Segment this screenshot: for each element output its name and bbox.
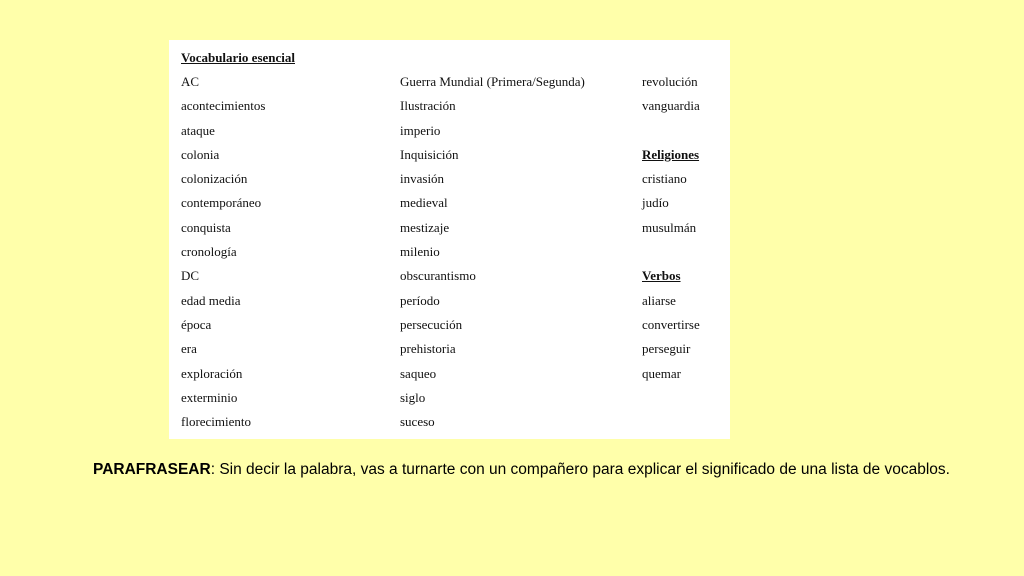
vocabulary-word: milenio (400, 244, 440, 260)
vocabulary-word: ataque (181, 122, 215, 138)
vocabulary-word: aliarse (642, 292, 676, 308)
vocabulary-word: persecución (400, 316, 463, 332)
instruction-text (93, 458, 983, 481)
vocabulary-word: AC (181, 74, 200, 89)
vocabulary-word: exploración (181, 365, 243, 381)
instruction-keyword: PARAFRASEAR (93, 461, 211, 478)
vocabulary-word: DC (181, 268, 200, 284)
vocabulary-word: quemar (642, 365, 681, 381)
vocabulary-word: conquista (181, 219, 231, 235)
vocabulary-word: acontecimientos (181, 98, 266, 114)
vocabulary-image (169, 40, 730, 439)
vocabulary-word: colonización (181, 171, 248, 187)
vocabulary-word: siglo (400, 389, 426, 405)
vocabulary-word: contemporáneo (181, 195, 262, 211)
vocabulary-word: invasión (400, 171, 445, 187)
vocabulary-word: era (181, 341, 197, 357)
vocabulary-word: saqueo (400, 365, 437, 381)
vocabulary-word: mestizaje (400, 219, 450, 235)
vocabulary-word: perseguir (642, 341, 691, 357)
vocabulary-word: colonia (181, 146, 220, 162)
vocabulary-heading: Verbos (642, 268, 681, 284)
vocabulary-word: vanguardia (642, 98, 700, 114)
vocabulary-word: medieval (400, 195, 448, 211)
vocabulary-word: judío (642, 195, 669, 211)
vocabulary-word: cristiano (642, 171, 687, 187)
vocabulary-word: prehistoria (400, 341, 456, 357)
vocabulary-column-1 (181, 73, 265, 437)
vocabulary-word: cronología (181, 244, 237, 260)
vocabulary-word: Ilustración (400, 98, 456, 114)
vocabulary-heading: Religiones (642, 146, 700, 162)
vocabulary-word: florecimiento (181, 414, 252, 430)
vocabulary-word: época (181, 316, 212, 332)
vocabulary-word: musulmán (642, 219, 697, 235)
vocabulary-column-3 (642, 73, 700, 389)
vocabulary-word: convertirse (642, 316, 700, 332)
instruction-body: : Sin decir la palabra, vas a turnarte con un compañero para explicar el significado de una lista de vocablos. (210, 461, 950, 478)
vocabulary-word (642, 243, 700, 267)
vocabulary-word: Inquisición (400, 146, 459, 162)
vocabulary-word: imperio (400, 122, 441, 138)
vocabulary-word: Guerra Mundial (Primera/Segunda) (400, 74, 585, 89)
vocabulary-word: edad media (181, 292, 241, 308)
vocabulary-word: obscurantismo (400, 268, 476, 284)
vocabulary-word: período (400, 292, 440, 308)
vocabulary-word: exterminio (181, 389, 238, 405)
vocabulary-word: revolución (642, 74, 698, 89)
vocabulary-column-2 (400, 73, 585, 437)
vocabulary-word: suceso (400, 414, 435, 430)
vocabulary-title: Vocabulario esencial (181, 50, 295, 65)
vocabulary-word (642, 122, 700, 146)
